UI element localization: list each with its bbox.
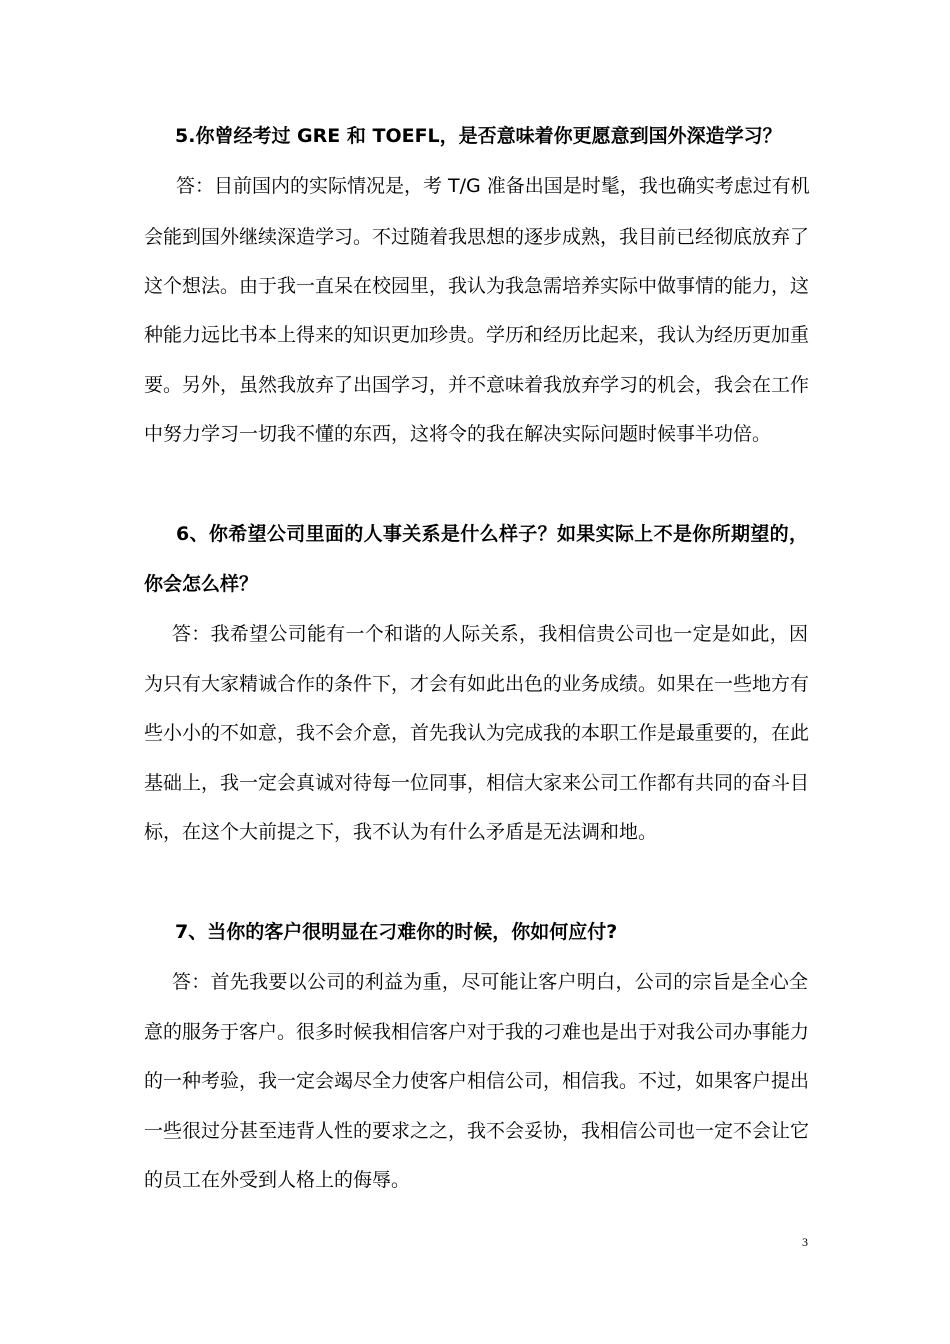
answer-6-line-2: 为只有大家精诚合作的条件下，才会有如此出色的业务成绩。如果在一些地方有 [144, 673, 810, 695]
answer-5-line-3: 这个想法。由于我一直呆在校园里，我认为我急需培养实际中做事情的能力，这 [144, 275, 810, 297]
answer-5-line-1: 答：目前国内的实际情况是，考 T/G 准备出国是时髦，我也确实考虑过有机 [176, 175, 810, 197]
answer-7-line-4: 一些很过分甚至违背人性的要求之之，我不会妥协，我相信公司也一定不会让它 [144, 1120, 810, 1142]
answer-6-line-3: 些小小的不如意，我不会介意，首先我认为完成我的本职工作是最重要的，在此 [144, 722, 810, 744]
answer-5-line-2: 会能到国外继续深造学习。不过随着我思想的逐步成熟，我目前已经彻底放弃了 [144, 226, 810, 248]
answer-7-line-2: 意的服务于客户。很多时候我相信客户对于我的刁难也是出于对我公司办事能力 [144, 1021, 810, 1043]
answer-7-line-1: 答：首先我要以公司的利益为重，尽可能让客户明白，公司的宗旨是全心全 [172, 971, 808, 993]
answer-7-line-3: 的一种考验，我一定会竭尽全力使客户相信公司，相信我。不过，如果客户提出 [144, 1070, 810, 1092]
question-7-heading: 7、当你的客户很明显在刁难你的时候，你如何应付? [175, 921, 618, 943]
question-5-heading: 5.你曾经考过 GRE 和 TOEFL，是否意味着你更愿意到国外深造学习？ [175, 125, 782, 147]
answer-6-line-1: 答：我希望公司能有一个和谐的人际关系，我相信贵公司也一定是如此，因 [172, 623, 808, 645]
answer-5-line-5: 要。另外，虽然我放弃了出国学习，并不意味着我放弃学习的机会，我会在工作 [144, 374, 810, 396]
page-number: 3 [802, 1235, 808, 1249]
answer-6-line-5: 标，在这个大前提之下，我不认为有什么矛盾是无法调和地。 [144, 821, 658, 843]
question-6-heading-line-2: 你会怎么样？ [144, 573, 259, 595]
answer-5-line-4: 种能力远比书本上得来的知识更加珍贵。学历和经历比起来，我认为经历更加重 [144, 324, 810, 346]
answer-6-line-4: 基础上，我一定会真诚对待每一位同事，相信大家来公司工作都有共同的奋斗目 [144, 772, 810, 794]
answer-7-line-5: 的员工在外受到人格上的侮辱。 [144, 1169, 411, 1191]
answer-5-line-6: 中努力学习一切我不懂的东西，这将令的我在解决实际问题时候事半功倍。 [144, 423, 772, 445]
question-6-heading-line-1: 6、你希望公司里面的人事关系是什么样子？如果实际上不是你所期望的， [176, 523, 808, 545]
